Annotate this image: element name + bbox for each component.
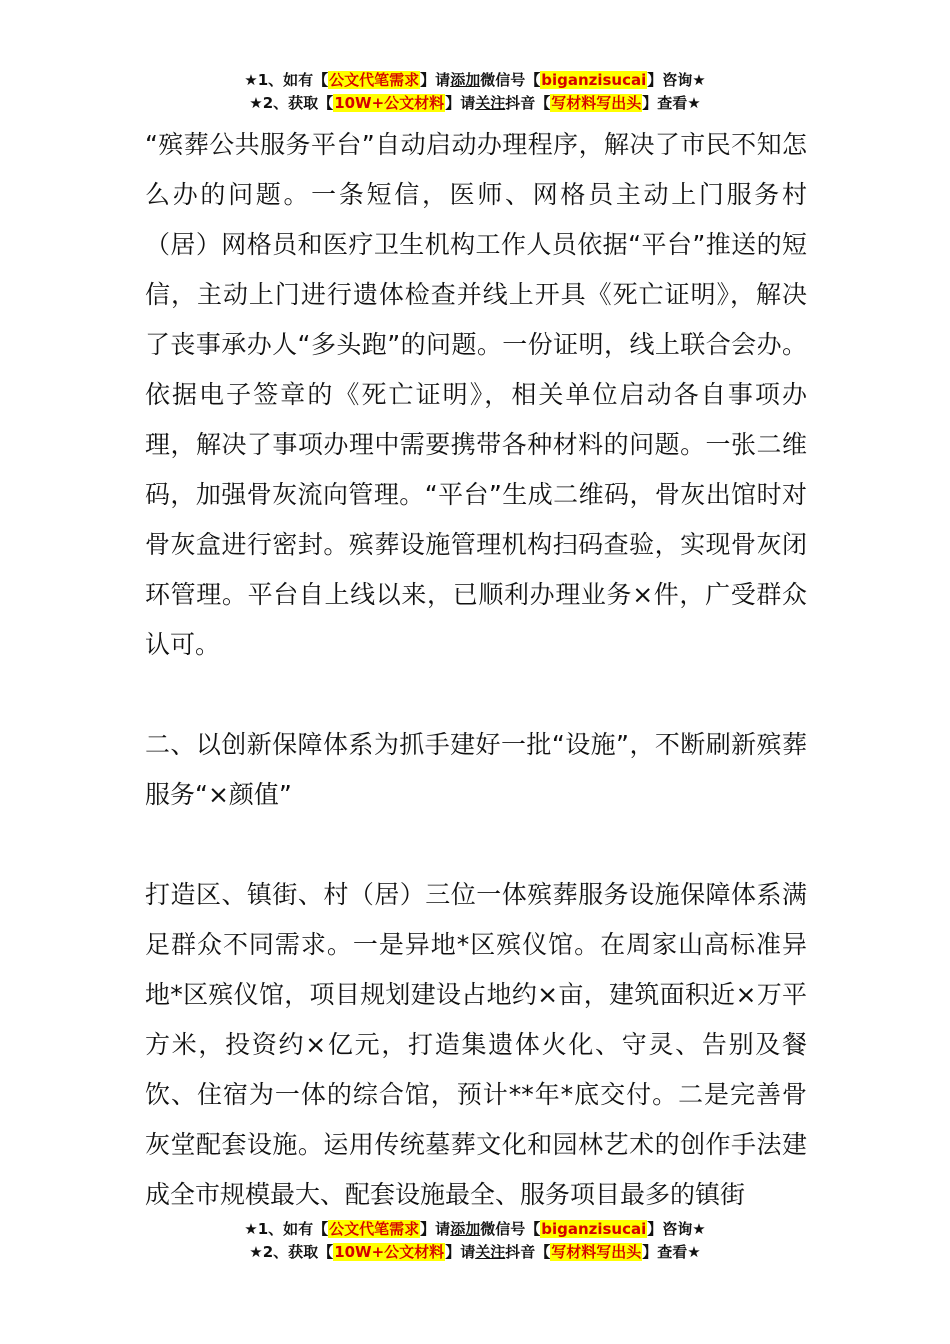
- section-heading-2: 二、以创新保障体系为抓手建好一批“设施”，不断刷新殡葬服务“×颜值”: [145, 730, 807, 809]
- highlight-wechat-id: biganzisucai: [541, 71, 647, 89]
- highlight-douyin: 写材料写出头: [551, 94, 642, 112]
- banner-line-2: ★2、获取【10W+公文材料】请关注抖音【写材料写出头】查看★: [249, 94, 701, 112]
- highlight-ghostwriting: 公文代笔需求: [329, 1220, 420, 1238]
- highlight-wechat-id: biganzisucai: [541, 1220, 647, 1238]
- highlight-materials: 10W+公文材料: [334, 94, 445, 112]
- banner-line-2: ★2、获取【10W+公文材料】请关注抖音【写材料写出头】查看★: [249, 1243, 701, 1261]
- highlight-douyin: 写材料写出头: [551, 1243, 642, 1261]
- banner-line-1: ★1、如有【公文代笔需求】请添加微信号【biganzisucai】咨询★: [244, 71, 706, 89]
- header-banner: [0, 69, 950, 115]
- banner-line-1: ★1、如有【公文代笔需求】请添加微信号【biganzisucai】咨询★: [244, 1220, 706, 1238]
- footer-banner: [0, 1218, 950, 1264]
- highlight-materials: 10W+公文材料: [334, 1243, 445, 1261]
- paragraph-facilities: 打造区、镇街、村（居）三位一体殡葬服务设施保障体系满足群众不同需求。一是异地*区殡仪馆。在周家山高标准异地*区殡仪馆，项目规划建设占地约×亩，建筑面积近×万平方米，投资约×亿元，打造集遗体火化、守灵、告别及餐饮、住宿为一体的综合馆，预计**年*底交付。二是完善骨灰堂配套设施。运用传统墓葬文化和园林艺术的创作手法建成全市规模最大、配套设施最全、服务项目最多的镇街: [145, 880, 807, 1209]
- highlight-ghostwriting: 公文代笔需求: [329, 71, 420, 89]
- paragraph-platform: “殡葬公共服务平台”自动启动办理程序，解决了市民不知怎么办的问题。一条短信，医师、网格员主动上门服务村（居）网格员和医疗卫生机构工作人员依据“平台”推送的短信，主动上门进行遗体检查并线上开具《死亡证明》，解决了丧事承办人“多头跑”的问题。一份证明，线上联合会办。依据电子签章的《死亡证明》，相关单位启动各自事项办理，解决了事项办理中需要携带各种材料的问题。一张二维码，加强骨灰流向管理。“平台”生成二维码，骨灰出馆时对骨灰盒进行密封。殡葬设施管理机构扫码查验，实现骨灰闭环管理。平台自上线以来，已顺利办理业务×件，广受群众认可。: [145, 130, 807, 659]
